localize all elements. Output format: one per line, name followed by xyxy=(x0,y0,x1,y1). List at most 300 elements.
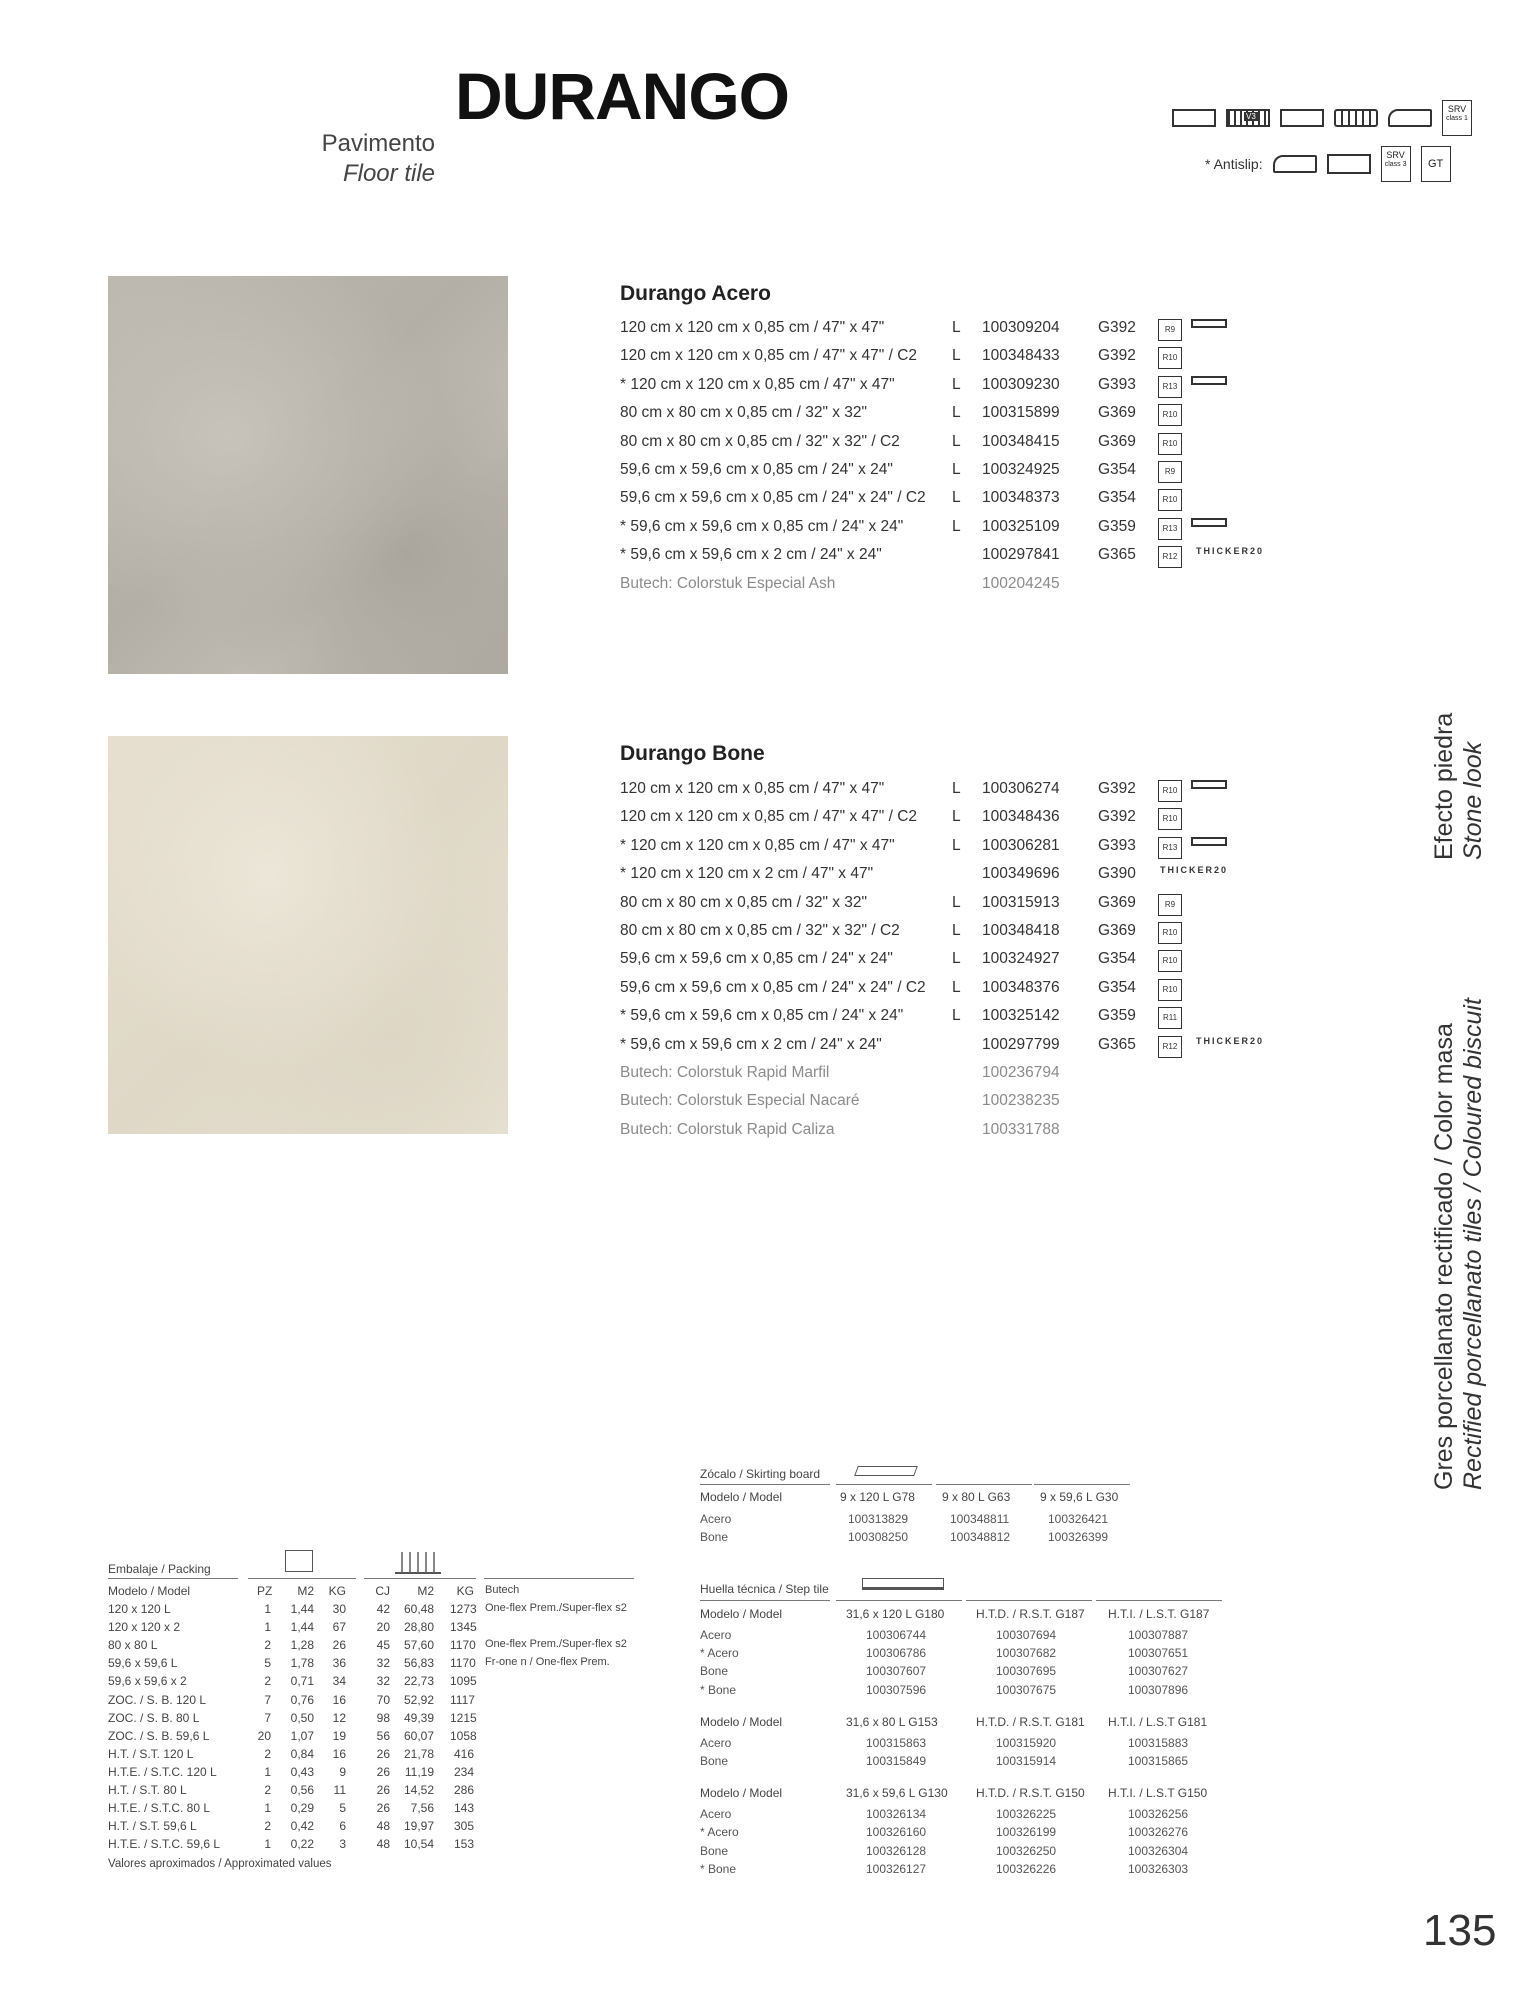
pallet-icon xyxy=(395,1552,441,1574)
packing-cell: 305 xyxy=(453,1819,474,1834)
packing-cell: 10,54 xyxy=(404,1837,435,1852)
step-cell: 100326256 xyxy=(1128,1807,1189,1822)
product-size: 80 cm x 80 cm x 0,85 cm / 32" x 32" xyxy=(620,404,868,422)
slip-rating-badge: R12 xyxy=(1158,546,1182,568)
product-size: * 59,6 cm x 59,6 cm x 0,85 cm / 24" x 24" xyxy=(620,1007,904,1025)
packing-cell: H.T.E. / S.T.C. 59,6 L xyxy=(108,1837,221,1852)
side-line1-en: Stone look xyxy=(1459,741,1487,860)
price-group: G365 xyxy=(1098,546,1136,564)
finish-code: L xyxy=(952,922,961,939)
packing-cell: ZOC. / S. B. 59,6 L xyxy=(108,1728,210,1743)
packing-cell: 16 xyxy=(332,1746,346,1761)
packing-cell: H.T. / S.T. 120 L xyxy=(108,1746,194,1761)
step-cell: 100307627 xyxy=(1128,1664,1189,1679)
skirting-cell: Bone xyxy=(700,1530,729,1544)
product-row xyxy=(620,376,1320,404)
divider xyxy=(108,1578,238,1579)
srv-label: SRV xyxy=(1386,150,1405,160)
step-cell: 100307896 xyxy=(1128,1682,1189,1697)
packing-cell: 1215 xyxy=(450,1710,477,1725)
divider xyxy=(836,1600,962,1601)
product-row xyxy=(620,894,1320,922)
price-group: G354 xyxy=(1098,978,1136,996)
slip-rating-badge: R13 xyxy=(1158,518,1182,540)
packing-cell: 26 xyxy=(376,1746,390,1761)
tile-format-icon xyxy=(1191,319,1227,328)
packing-title: Embalaje / Packing xyxy=(108,1562,211,1576)
product-code: 100331788 xyxy=(982,1120,1060,1138)
step-header-cell: Modelo / Model xyxy=(700,1607,783,1621)
finish-code: L xyxy=(952,347,961,365)
packing-cell: 59,6 x 59,6 x 2 xyxy=(108,1674,187,1689)
srv-class1-badge xyxy=(1442,100,1472,136)
finish-code: L xyxy=(952,432,961,450)
product-row xyxy=(620,347,1320,375)
product-code: 100315913 xyxy=(982,893,1060,911)
product-size: 120 cm x 120 cm x 0,85 cm / 47" x 47" / C2 xyxy=(620,347,918,365)
packing-cell: 1,78 xyxy=(290,1656,314,1671)
step-cell: 100326127 xyxy=(866,1861,927,1876)
packing-cell: One-flex Prem./Super-flex s2 xyxy=(485,1638,627,1651)
price-group: G369 xyxy=(1098,893,1136,911)
skirting-icon xyxy=(854,1466,918,1476)
step-cell: 100306744 xyxy=(866,1628,927,1642)
step-cell: 100326226 xyxy=(996,1861,1057,1876)
packing-header-cell: KG xyxy=(456,1584,474,1598)
packing-cell: 0,22 xyxy=(290,1837,314,1852)
packing-cell: 1117 xyxy=(450,1692,475,1707)
rectified-icon xyxy=(1280,109,1324,127)
packing-cell: 67 xyxy=(332,1620,346,1635)
finish-code: L xyxy=(952,375,961,393)
thicker-logo: THICKER20 xyxy=(1196,546,1265,557)
packing-cell: 1,28 xyxy=(290,1638,314,1653)
packing-cell: H.T. / S.T. 80 L xyxy=(108,1783,187,1797)
product-code: 100325109 xyxy=(982,517,1060,535)
packing-cell: 7 xyxy=(264,1710,271,1725)
packing-cell: 42 xyxy=(376,1602,390,1616)
packing-cell: 20 xyxy=(257,1728,271,1743)
divider xyxy=(836,1484,932,1485)
packing-cell: 1,44 xyxy=(290,1620,314,1635)
antislip-icons xyxy=(1205,146,1451,182)
product-row xyxy=(620,780,1320,808)
slip-rating-badge: R12 xyxy=(1158,1036,1182,1058)
product-title: Durango Bone xyxy=(620,742,765,765)
slip-rating-badge: R10 xyxy=(1158,489,1182,511)
packing-cell: 26 xyxy=(376,1801,390,1816)
product-code: 100348373 xyxy=(982,489,1060,507)
skirting-cell: 100348812 xyxy=(950,1530,1011,1544)
step-cell: Bone xyxy=(700,1843,729,1858)
price-group: G393 xyxy=(1098,836,1136,854)
packing-cell: 59,6 x 59,6 L xyxy=(108,1656,178,1671)
product-code: 100297799 xyxy=(982,1035,1060,1053)
srv-class3-badge xyxy=(1381,146,1411,182)
packing-cell: 32 xyxy=(376,1674,390,1689)
subtitle-en: Floor tile xyxy=(342,160,435,187)
product-row xyxy=(620,489,1320,517)
antislip-label: * Antislip: xyxy=(1205,156,1263,172)
product-code: 100325142 xyxy=(982,1007,1060,1025)
step-cell: Acero xyxy=(700,1735,732,1750)
packing-cell: 3 xyxy=(339,1837,346,1852)
packing-cell: 1170 xyxy=(450,1638,476,1653)
packing-cell: 7 xyxy=(264,1692,271,1707)
product-row xyxy=(620,404,1320,432)
shoe-icon xyxy=(1388,109,1432,127)
step-cell: 100307596 xyxy=(866,1682,927,1697)
product-size: 59,6 cm x 59,6 cm x 0,85 cm / 24" x 24" xyxy=(620,950,893,968)
skirting-title: Zócalo / Skirting board xyxy=(700,1467,821,1481)
step-cell: * Bone xyxy=(700,1861,737,1876)
step-header-cell: Modelo / Model xyxy=(700,1786,783,1801)
product-size: * 59,6 cm x 59,6 cm x 0,85 cm / 24" x 24" xyxy=(620,517,904,535)
side-line2-es: Gres porcellanato rectificado / Color masa xyxy=(1430,1023,1458,1490)
skirting-cell: Acero xyxy=(700,1512,732,1526)
packing-cell: 80 x 80 L xyxy=(108,1638,158,1653)
product-size: 59,6 cm x 59,6 cm x 0,85 cm / 24" x 24" / C2 xyxy=(620,489,926,507)
packing-cell: 22,73 xyxy=(404,1674,435,1689)
price-group: G390 xyxy=(1098,865,1136,883)
packing-cell: 153 xyxy=(453,1837,474,1852)
price-group: G392 xyxy=(1098,808,1136,826)
finish-code: L xyxy=(952,404,961,422)
step-cell: 100306786 xyxy=(866,1646,927,1661)
slip-rating-badge: R10 xyxy=(1158,922,1182,944)
step-cell: Acero xyxy=(700,1807,732,1822)
packing-cell: Fr-one n / One-flex Prem. xyxy=(485,1656,610,1669)
slip-rating-badge: R9 xyxy=(1158,319,1182,341)
product-code: 100348433 xyxy=(982,347,1060,365)
step-cell: 100315920 xyxy=(996,1735,1057,1750)
product-size: 80 cm x 80 cm x 0,85 cm / 32" x 32" / C2 xyxy=(620,432,900,450)
step-header-cell: 31,6 x 80 L G153 xyxy=(846,1714,938,1729)
product-row xyxy=(620,1036,1320,1064)
packing-cell: 45 xyxy=(376,1638,390,1653)
product-size: Butech: Colorstuk Rapid Caliza xyxy=(620,1120,835,1138)
step-cell: 100315883 xyxy=(1128,1735,1189,1750)
tile-format-icon xyxy=(1191,780,1227,789)
packing-cell: 30 xyxy=(332,1602,346,1616)
product-row xyxy=(620,1007,1320,1035)
swatch-durango-bone xyxy=(108,736,508,1134)
price-group: G392 xyxy=(1098,347,1136,365)
packing-cell: 52,92 xyxy=(404,1692,435,1707)
packing-cell: ZOC. / S. B. 80 L xyxy=(108,1710,200,1725)
swatch-durango-acero xyxy=(108,276,508,674)
product-title: Durango Acero xyxy=(620,282,771,305)
wall-floor-icon xyxy=(1172,109,1216,127)
packing-cell: 5 xyxy=(264,1656,271,1671)
packing-cell: 2 xyxy=(264,1746,271,1761)
product-size: * 120 cm x 120 cm x 0,85 cm / 47" x 47" xyxy=(620,375,895,393)
box-icon xyxy=(285,1550,313,1572)
skirting-cell: 100308250 xyxy=(848,1530,909,1544)
slip-rating-badge: R9 xyxy=(1158,461,1182,483)
step-cell: 100326276 xyxy=(1128,1825,1189,1840)
skirting-header-cell: 9 x 80 L G63 xyxy=(942,1490,1011,1504)
packing-header-cell: M2 xyxy=(297,1584,314,1598)
price-group: G365 xyxy=(1098,1035,1136,1053)
step-title: Huella técnica / Step tile xyxy=(700,1582,829,1596)
skirting-header-cell: 9 x 120 L G78 xyxy=(840,1490,915,1504)
product-row xyxy=(620,979,1320,1007)
finish-code: L xyxy=(952,1007,961,1025)
step-cell: 100307887 xyxy=(1128,1628,1189,1642)
packing-cell: 0,29 xyxy=(290,1801,314,1816)
step-cell: Acero xyxy=(700,1628,732,1642)
step-cell: 100326303 xyxy=(1128,1861,1189,1876)
product-size: 59,6 cm x 59,6 cm x 0,85 cm / 24" x 24" / C2 xyxy=(620,978,926,996)
product-code: 100348415 xyxy=(982,432,1060,450)
step-cell: 100326250 xyxy=(996,1843,1057,1858)
product-row xyxy=(620,950,1320,978)
tile-format-icon xyxy=(1191,376,1227,385)
skirting-header-cell: Modelo / Model xyxy=(700,1490,783,1504)
packing-cell: 1095 xyxy=(450,1674,477,1689)
price-group: G392 xyxy=(1098,319,1136,336)
price-group: G369 xyxy=(1098,432,1136,450)
packing-header-cell: Butech xyxy=(485,1584,520,1596)
packing-header-cell: Modelo / Model xyxy=(108,1584,191,1598)
slip-rating-badge: R10 xyxy=(1158,950,1182,972)
product-row xyxy=(620,922,1320,950)
slip-rating-badge: R13 xyxy=(1158,376,1182,398)
finish-code: L xyxy=(952,461,961,478)
product-size: * 59,6 cm x 59,6 cm x 2 cm / 24" x 24" xyxy=(620,1035,882,1053)
product-row xyxy=(620,808,1320,836)
step-cell: 100307694 xyxy=(996,1628,1057,1642)
step-cell: Bone xyxy=(700,1754,729,1768)
packing-cell: 21,78 xyxy=(404,1746,435,1761)
usage-icons xyxy=(1172,100,1472,136)
step-cell: Bone xyxy=(700,1664,729,1679)
packing-cell: 28,80 xyxy=(404,1620,435,1635)
packing-cell: 0,56 xyxy=(290,1783,314,1797)
product-row xyxy=(620,1092,1320,1120)
step-header-cell: Modelo / Model xyxy=(700,1714,783,1729)
finish-code: L xyxy=(952,978,961,996)
antislip-shoe-icon xyxy=(1273,155,1317,173)
step-cell: 100315863 xyxy=(866,1735,927,1750)
packing-cell: 120 x 120 L xyxy=(108,1602,171,1616)
product-size: * 120 cm x 120 cm x 2 cm / 47" x 47" xyxy=(620,865,874,883)
packing-cell: 416 xyxy=(453,1746,474,1761)
slip-rating-badge: R13 xyxy=(1158,837,1182,859)
packing-cell: 19 xyxy=(332,1728,346,1743)
packing-cell: 26 xyxy=(332,1638,346,1653)
packing-cell: 7,56 xyxy=(410,1801,434,1816)
side-line2-en: Rectified porcellanato tiles / Coloured biscuit xyxy=(1459,998,1487,1490)
step-header-cell: H.T.I. / L.S.T. G187 xyxy=(1108,1607,1210,1621)
packing-cell: H.T.E. / S.T.C. 80 L xyxy=(108,1801,211,1816)
step-cell: 100307675 xyxy=(996,1682,1057,1697)
packing-cell: 286 xyxy=(453,1783,474,1797)
product-code: 100348418 xyxy=(982,922,1060,939)
price-group: G359 xyxy=(1098,517,1136,535)
step-cell: 100326304 xyxy=(1128,1843,1189,1858)
slip-rating-badge: R10 xyxy=(1158,808,1182,830)
packing-cell: 1 xyxy=(264,1602,271,1616)
packing-cell: 34 xyxy=(332,1674,346,1689)
tile-format-icon xyxy=(1191,837,1227,846)
finish-code: L xyxy=(952,808,961,826)
product-code: 100349696 xyxy=(982,865,1060,883)
product-code: 100348376 xyxy=(982,978,1060,996)
thicker-logo: THICKER20 xyxy=(1196,1035,1265,1046)
product-row xyxy=(620,518,1320,546)
divider xyxy=(700,1484,830,1485)
subtitle-es: Pavimento xyxy=(321,130,435,157)
price-group: G354 xyxy=(1098,489,1136,507)
slip-rating-badge: R10 xyxy=(1158,347,1182,369)
srv-class-label: class 1 xyxy=(1446,115,1468,122)
packing-header-cell: M2 xyxy=(417,1584,434,1598)
divider xyxy=(966,1600,1092,1601)
step-cell: 100326199 xyxy=(996,1825,1057,1840)
packing-cell: 0,50 xyxy=(290,1710,314,1725)
step-header-cell: H.T.I. / L.S.T G150 xyxy=(1108,1786,1208,1801)
step-cell: * Bone xyxy=(700,1682,737,1697)
product-size: 80 cm x 80 cm x 0,85 cm / 32" x 32" / C2 xyxy=(620,922,900,939)
packing-header-cell: KG xyxy=(328,1584,346,1598)
product-size: Butech: Colorstuk Especial Ash xyxy=(620,574,836,592)
packing-cell: 20 xyxy=(376,1620,390,1635)
packing-header-cell: PZ xyxy=(257,1584,273,1598)
packing-cell: 0,84 xyxy=(290,1746,314,1761)
product-size: 59,6 cm x 59,6 cm x 0,85 cm / 24" x 24" xyxy=(620,461,893,478)
finish-code: L xyxy=(952,517,961,535)
packing-cell: 1 xyxy=(264,1801,271,1816)
divider xyxy=(364,1578,476,1579)
variation-icon xyxy=(1226,109,1270,127)
packing-cell: H.T. / S.T. 59,6 L xyxy=(108,1819,197,1834)
slip-rating-badge: R11 xyxy=(1158,1007,1182,1029)
price-group: G393 xyxy=(1098,375,1136,393)
tile-format-icon xyxy=(1191,518,1227,527)
packing-cell: 1,44 xyxy=(290,1602,314,1616)
step-cell: 100315865 xyxy=(1128,1754,1189,1768)
divider xyxy=(936,1484,1032,1485)
product-row xyxy=(620,546,1320,574)
packing-cell: 0,42 xyxy=(290,1819,314,1834)
packing-cell: 5 xyxy=(339,1801,346,1816)
packing-cell: 16 xyxy=(332,1692,346,1707)
packing-cell: 11 xyxy=(333,1783,346,1797)
step-cell: 100315914 xyxy=(996,1754,1057,1768)
side-line1-es: Efecto piedra xyxy=(1430,712,1458,860)
product-code: 100306281 xyxy=(982,836,1060,854)
packing-cell: 0,76 xyxy=(290,1692,314,1707)
step-cell: 100307607 xyxy=(866,1664,927,1679)
finish-code: L xyxy=(952,780,961,797)
price-group: G354 xyxy=(1098,461,1136,478)
packing-cell: 60,48 xyxy=(404,1602,435,1616)
product-code: 100204245 xyxy=(982,574,1060,592)
packing-cell: 26 xyxy=(376,1764,390,1779)
finish-code: L xyxy=(952,836,961,854)
packing-cell: 32 xyxy=(376,1656,390,1671)
packing-cell: 26 xyxy=(376,1783,390,1797)
product-code: 100324927 xyxy=(982,950,1060,968)
packing-cell: 56,83 xyxy=(404,1656,435,1671)
product-size: Butech: Colorstuk Rapid Marfil xyxy=(620,1064,830,1081)
packing-cell: 1 xyxy=(264,1620,271,1635)
packing-cell: 14,52 xyxy=(404,1783,435,1797)
product-code: 100348436 xyxy=(982,808,1060,826)
packing-cell: 1345 xyxy=(450,1620,477,1635)
product-code: 100309204 xyxy=(982,319,1060,336)
finish-code: L xyxy=(952,319,961,336)
packing-cell: 49,39 xyxy=(404,1710,435,1725)
barefoot-icon xyxy=(1327,154,1371,174)
step-cell: * Acero xyxy=(700,1646,739,1661)
product-code: 100315899 xyxy=(982,404,1060,422)
product-size: Butech: Colorstuk Especial Nacaré xyxy=(620,1092,860,1110)
packing-cell: 60,07 xyxy=(404,1728,435,1743)
srv-label: SRV xyxy=(1447,104,1467,114)
page-number: 135 xyxy=(1423,1906,1497,1955)
step-cell: 100307695 xyxy=(996,1664,1057,1679)
divider xyxy=(700,1600,830,1601)
packing-cell: 2 xyxy=(264,1783,271,1797)
step-cell: 100307651 xyxy=(1128,1646,1189,1661)
packing-cell: 0,43 xyxy=(290,1764,314,1779)
product-row xyxy=(620,461,1320,489)
product-code: 100297841 xyxy=(982,546,1060,564)
step-cell: 100326134 xyxy=(866,1807,927,1822)
packing-cell: 1170 xyxy=(450,1656,476,1671)
skirting-cell: 100313829 xyxy=(848,1512,909,1526)
packing-cell: 1 xyxy=(264,1837,271,1852)
packing-cell: 11,19 xyxy=(404,1764,434,1779)
product-row xyxy=(620,319,1320,347)
product-code: 100306274 xyxy=(982,780,1060,797)
packing-cell: 19,97 xyxy=(404,1819,435,1834)
packing-cell: 1058 xyxy=(450,1728,477,1743)
packing-cell: 2 xyxy=(264,1674,271,1689)
step-cell: 100307682 xyxy=(996,1646,1057,1661)
divider xyxy=(1034,1484,1130,1485)
page-title: DURANGO xyxy=(455,59,789,133)
packing-cell: One-flex Prem./Super-flex s2 xyxy=(485,1602,627,1614)
thicker-logo: THICKER20 xyxy=(1160,865,1229,876)
product-size: * 120 cm x 120 cm x 0,85 cm / 47" x 47" xyxy=(620,836,895,854)
packing-cell: 1 xyxy=(264,1764,271,1779)
packing-cell: 12 xyxy=(332,1710,346,1725)
product-row xyxy=(620,433,1320,461)
product-size: 120 cm x 120 cm x 0,85 cm / 47" x 47" / C2 xyxy=(620,808,918,826)
product-size: * 59,6 cm x 59,6 cm x 2 cm / 24" x 24" xyxy=(620,546,882,564)
packing-cell: 57,60 xyxy=(404,1638,435,1653)
packing-cell: 143 xyxy=(453,1801,474,1816)
step-header-cell: H.T.D. / R.S.T. G187 xyxy=(976,1607,1085,1621)
product-row xyxy=(620,575,1320,603)
step-header-cell: H.T.D. / R.S.T. G150 xyxy=(976,1786,1085,1801)
packing-cell: 2 xyxy=(264,1638,271,1653)
step-header-cell: 31,6 x 59,6 L G130 xyxy=(846,1786,948,1801)
price-group: G369 xyxy=(1098,922,1136,939)
step-header-cell: 31,6 x 120 L G180 xyxy=(846,1607,945,1621)
product-size: 80 cm x 80 cm x 0,85 cm / 32" x 32" xyxy=(620,893,868,911)
gt-badge: GT xyxy=(1421,146,1451,182)
skirting-header-cell: 9 x 59,6 L G30 xyxy=(1040,1490,1119,1504)
packing-cell: 98 xyxy=(376,1710,390,1725)
product-row xyxy=(620,1121,1320,1149)
slip-rating-badge: R9 xyxy=(1158,894,1182,916)
packing-header-cell: CJ xyxy=(375,1584,390,1598)
